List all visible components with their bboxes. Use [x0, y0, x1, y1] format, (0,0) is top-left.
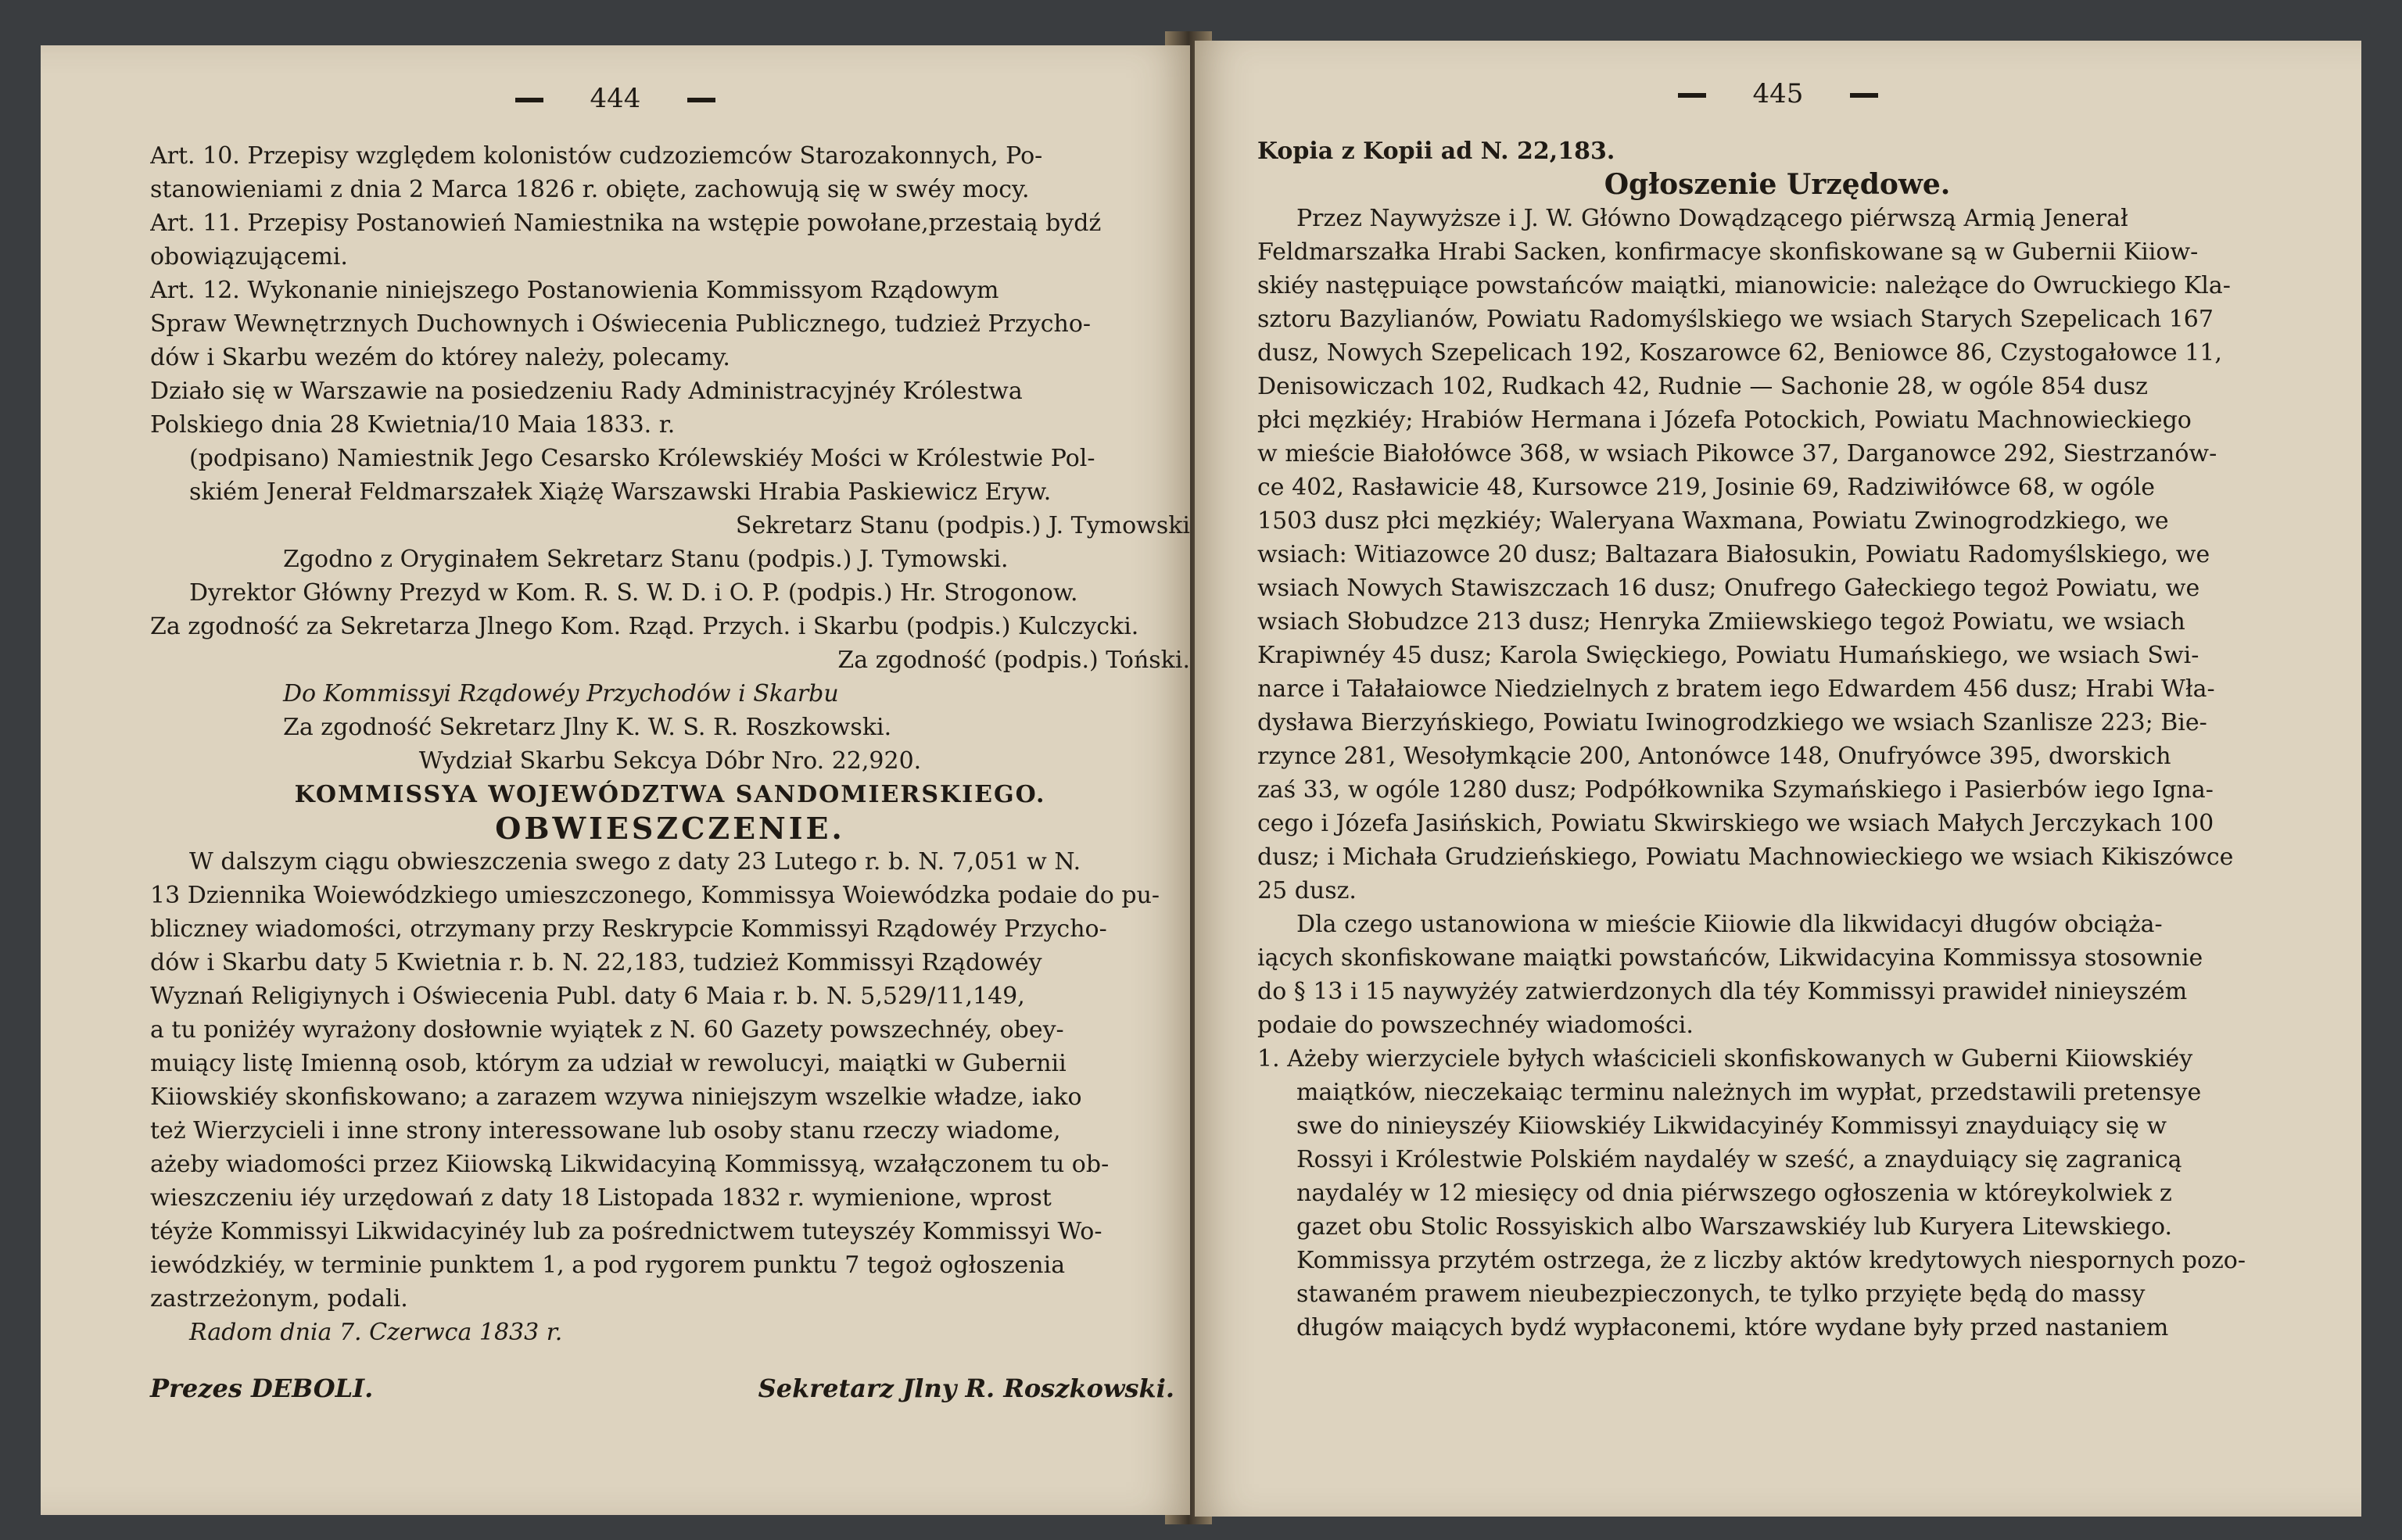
text-line: 1503 dusz płci męzkiéy; Waleryana Waxmana, Powiatu Zwinogrodzkiego, we — [1257, 507, 2169, 535]
text-line: Ogłoszenie Urzędowe. — [1604, 168, 1951, 201]
text-line: Feldmarszałka Hrabi Sacken, konfirmacye skonfiskowane są w Gubernii Kiiow- — [1257, 238, 2199, 266]
left-page — [41, 45, 1190, 1515]
left-text-column — [150, 139, 1190, 1349]
text-line: sztoru Bazylianów, Powiatu Radomyślskiego we wsiach Starych Szepelicach 167 — [1257, 306, 2214, 333]
text-line: W dalszym ciągu obwieszczenia swego z daty 23 Lutego r. b. N. 7,051 w N. — [189, 848, 1081, 876]
text-line: a tu poniżéy wyrażony dosłownie wyiątek z N. 60 Gazety powszechnéy, obey- — [150, 1016, 1064, 1044]
text-line: dów i Skarbu wezém do którey należy, polecamy. — [150, 344, 730, 371]
text-line: Za zgodność Sekretarz Jlny K. W. S. R. Roszkowski. — [283, 714, 892, 741]
text-line: Rossyi i Królestwie Polskiém naydaléy w sześć, a znayduiący się zagranicą — [1296, 1146, 2182, 1173]
text-line: Polskiego dnia 28 Kwietnia/10 Maia 1833. r. — [150, 411, 676, 439]
text-line: dusz, Nowych Szepelicach 192, Koszarowce 62, Beniowce 86, Czystogałowce 11, — [1257, 339, 2222, 367]
dash — [1850, 93, 1878, 98]
text-line: Kiiowskiéy skonfiskowano; a zarazem wzywa niniejszym wszelkie władze, iako — [150, 1083, 1082, 1111]
text-line: zastrzeżonym, podali. — [150, 1285, 408, 1313]
text-line: długów maiących bydź wypłaconemi, które wydane były przed nastaniem — [1296, 1314, 2169, 1341]
text-line: płci męzkiéy; Hrabiów Hermana i Józefa Potockich, Powiatu Machnowieckiego — [1257, 406, 2192, 434]
text-line: w mieście Białołówce 368, w wsiach Pikowce 37, Darganowce 292, Siestrzanów- — [1257, 440, 2217, 467]
text-line: Dyrektor Główny Prezyd w Kom. R. S. W. D. i O. P. (podpis.) Hr. Strogonow. — [189, 579, 1078, 607]
text-line: podaie do powszechnéy wiadomości. — [1257, 1012, 1694, 1039]
text-line: narce i Tałałaiowce Niedzielnych z bratem iego Edwardem 456 dusz; Hrabi Wła- — [1257, 675, 2215, 703]
dash — [515, 98, 543, 102]
text-line: bliczney wiadomości, otrzymany przy Reskrypcie Kommissyi Rządowéy Przycho- — [150, 915, 1107, 943]
text-line: Spraw Wewnętrznych Duchownych i Oświecenia Publicznego, tudzież Przycho- — [150, 310, 1092, 338]
text-line: dów i Skarbu daty 5 Kwietnia r. b. N. 22,183, tudzież Kommissyi Rządowéy — [150, 949, 1042, 976]
text-line: Przez Naywyższe i J. W. Główno Dowądzącego piérwszą Armią Jenerał — [1296, 205, 2128, 232]
text-line: Działo się w Warszawie na posiedzeniu Rady Administracyjnéy Królestwa — [150, 378, 1023, 405]
text-line: skiém Jenerał Feldmarszałek Xiążę Warszawski Hrabia Paskiewicz Eryw. — [189, 478, 1052, 506]
text-line: 1. Ażeby wierzyciele byłych właścicieli skonfiskowanych w Guberni Kiiowskiéy — [1257, 1045, 2193, 1073]
text-line: Art. 12. Wykonanie niniejszego Postanowienia Kommissyom Rządowym — [150, 277, 999, 304]
signature-secretary: Sekretarz Jlny R. Roszkowski. — [758, 1373, 1174, 1403]
right-page — [1195, 41, 2361, 1517]
text-line: ce 402, Rasławicie 48, Kursowce 219, Josinie 69, Radziwiłówce 68, w ogóle — [1257, 474, 2156, 501]
text-line: Sekretarz Stanu (podpis.) J. Tymowski — [735, 512, 1190, 539]
left-signatures — [150, 1372, 1190, 1406]
text-line: gazet obu Stolic Rossyiskich albo Warszawskiéy lub Kuryera Litewskiego. — [1296, 1213, 2173, 1241]
right-text-column — [1257, 134, 2297, 1345]
text-line: 13 Dziennika Woiewódzkiego umieszczonego, Kommissya Woiewódzka podaie do pu- — [150, 882, 1160, 909]
text-line: téyże Kommissyi Likwidacyinéy lub za pośrednictwem tuteyszéy Kommissyi Wo- — [150, 1218, 1102, 1245]
text-line: zaś 33, w ogóle 1280 dusz; Podpółkownika Szymańskiego i Pasierbów iego Igna- — [1257, 776, 2214, 804]
text-line: naydaléy w 12 miesięcy od dnia piérwszego ogłoszenia w któreykolwiek z — [1296, 1180, 2172, 1207]
dash — [687, 98, 715, 102]
page-number-right: 445 — [1195, 78, 2361, 109]
text-line: (podpisano) Namiestnik Jego Cesarsko Królewskiéy Mości w Królestwie Pol- — [189, 445, 1095, 472]
text-line: Za zgodność (podpis.) Toński. — [837, 646, 1190, 674]
text-line: Denisowiczach 102, Rudkach 42, Rudnie — Sachonie 28, w ogóle 854 dusz — [1257, 373, 2148, 400]
text-line: cego i Józefa Jasińskich, Powiatu Skwirskiego we wsiach Małych Jerczykach 100 — [1257, 810, 2214, 837]
text-line: też Wierzycieli i inne strony interessowane lub osoby stanu rzeczy wiadome, — [150, 1117, 1061, 1144]
text-line: Wyznań Religiynych i Oświecenia Publ. daty 6 Maia r. b. N. 5,529/11,149, — [150, 983, 1025, 1010]
text-line: Kommissya przytém ostrzega, że z liczby aktów kredytowych niespornych pozo- — [1296, 1247, 2246, 1274]
text-line: Radom dnia 7. Czerwca 1833 r. — [189, 1319, 563, 1346]
page-number-left: 444 — [41, 83, 1190, 114]
text-line: wieszczeniu iéy urzędowań z daty 18 Listopada 1832 r. wymienione, wprost — [150, 1184, 1052, 1212]
text-line: do § 13 i 15 naywyżéy zatwierdzonych dla téy Kommissyi prawideł ninieyszém — [1257, 978, 2188, 1005]
text-line: dysława Bierzyńskiego, Powiatu Iwinogrodzkiego we wsiach Szanlisze 223; Bie- — [1257, 709, 2207, 736]
text-line: Zgodno z Oryginałem Sekretarz Stanu (podpis.) J. Tymowski. — [283, 546, 1009, 573]
dash — [1678, 93, 1706, 98]
text-line: maiątków, nieczekaiąc terminu należnych im wypłat, przedstawili pretensye — [1296, 1079, 2202, 1106]
text-line: Dla czego ustanowiona w mieście Kiiowie dla likwidacyi długów obciąża- — [1296, 911, 2163, 938]
signature-president: Prezes DEBOLI. — [150, 1373, 374, 1403]
text-line: iewódzkiéy, w terminie punktem 1, a pod rygorem punktu 7 tegoż ogłoszenia — [150, 1252, 1066, 1279]
text-line: skiéy następuiące powstańców maiątki, mianowicie: należące do Owruckiego Kla- — [1257, 272, 2231, 299]
text-line: OBWIESZCZENIE. — [495, 811, 845, 845]
text-line: 25 dusz. — [1257, 877, 1357, 904]
text-line: Krapiwnéy 45 dusz; Karola Swięckiego, Powiatu Humańskiego, we wsiach Swi- — [1257, 642, 2199, 669]
text-line: wsiach Słobudzce 213 dusz; Henryka Zmiiewskiego tegoż Powiatu, we wsiach — [1257, 608, 2185, 636]
text-line: KOMMISSYA WOJEWÓDZTWA SANDOMIERSKIEGO. — [294, 781, 1046, 808]
text-line: muiący listę Imienną osob, którym za udział w rewolucyi, maiątki w Gubernii — [150, 1050, 1067, 1077]
text-line: Wydział Skarbu Sekcya Dóbr Nro. 22,920. — [418, 747, 922, 775]
text-line: stawaném prawem nieubezpieczonych, te tylko przyięte będą do massy — [1296, 1280, 2146, 1308]
text-line: Art. 11. Przepisy Postanowień Namiestnika na wstępie powołane,przestaią bydź — [150, 210, 1102, 237]
text-line: obowiązującemi. — [150, 243, 348, 270]
text-line: Art. 10. Przepisy względem kolonistów cudzoziemców Starozakonnych, Po- — [150, 142, 1043, 170]
text-line: iących skonfiskowane maiątki powstańców, Likwidacyina Kommissya stosownie — [1257, 944, 2203, 972]
text-line: Kopia z Kopii ad N. 22,183. — [1257, 138, 1615, 165]
text-line: dusz; i Michała Grudzieńskiego, Powiatu Machnowieckiego we wsiach Kikiszówce — [1257, 843, 2234, 871]
text-line: stanowieniami z dnia 2 Marca 1826 r. obięte, zachowują się w swéy mocy. — [150, 176, 1030, 203]
text-line: Za zgodność za Sekretarza Jlnego Kom. Rząd. Przych. i Skarbu (podpis.) Kulczycki. — [150, 613, 1139, 640]
text-line: ażeby wiadomości przez Kiiowską Likwidacyiną Kommissyą, wzałączonem tu ob- — [150, 1151, 1110, 1178]
text-line: swe do ninieyszéy Kiiowskiéy Likwidacyinéy Kommissyi znayduiący się w — [1296, 1112, 2167, 1140]
text-line: wsiach: Witiazowce 20 dusz; Baltazara Białosukin, Powiatu Radomyślskiego, we — [1257, 541, 2210, 568]
text-line: Do Kommissyi Rządowéy Przychodów i Skarbu — [283, 680, 839, 707]
text-line: wsiach Nowych Stawiszczach 16 dusz; Onufrego Gałeckiego tegoż Powiatu, we — [1257, 575, 2200, 602]
text-line: rzynce 281, Wesołymkącie 200, Antonówce 148, Onufryówce 395, dworskich — [1257, 743, 2171, 770]
